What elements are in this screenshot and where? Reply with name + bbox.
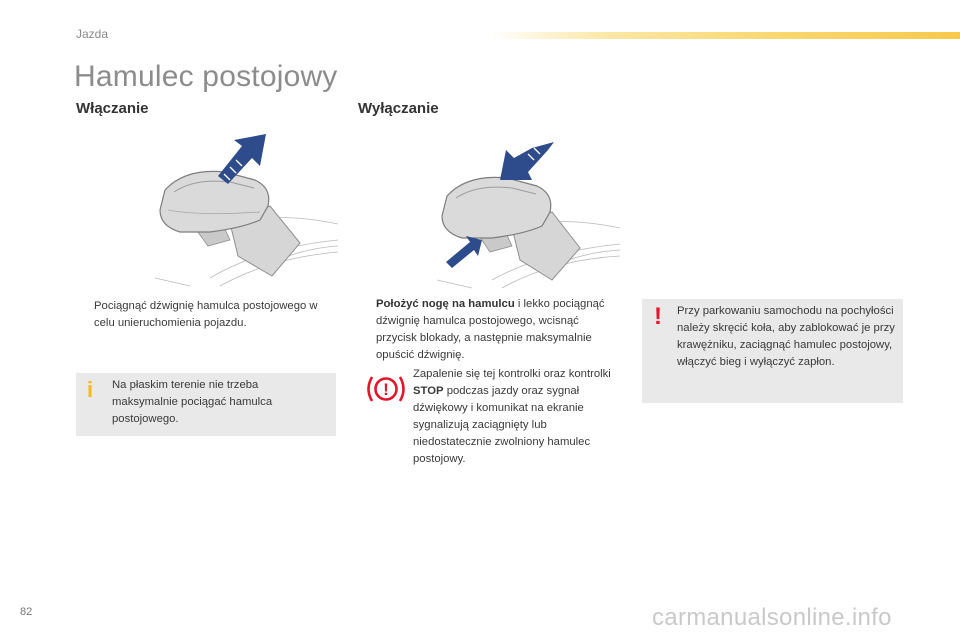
parking-warning-box — [642, 299, 903, 403]
page-number: 82 — [20, 606, 33, 618]
warning-stop: STOP — [413, 385, 444, 397]
engage-instruction-text: Pociągnąć dźwignię hamulca postojowego w celu unieruchomienia pojazdu. — [94, 300, 318, 329]
page-title: Hamulec postojowy — [74, 60, 338, 93]
brake-warning-lamp-icon — [364, 372, 408, 406]
warning-post: podczas jazdy oraz sygnał dźwiękowy i komunikat na ekranie sygnalizują zaciągnięty lub niedostatecznie zwolniony hamulec postojowy. — [413, 385, 591, 465]
brake-warning-text — [413, 366, 613, 468]
warning-pre: Zapalenie się tej kontrolki oraz kontrolki — [413, 368, 611, 380]
lever-release-illustration — [432, 140, 622, 290]
release-instruction-bold: Położyć nogę na hamulcu — [376, 298, 515, 310]
section-label: Jazda — [76, 27, 109, 41]
engage-instruction — [76, 298, 341, 332]
parking-warning-text: Przy parkowaniu samochodu na pochyłości należy skręcić koła, aby zablokować je przy krawężniku, zaciągnąć hamulec postojowy, włączyć bieg i wyłączyć zapłon. — [677, 305, 895, 368]
watermark: carmanualsonline.info — [652, 604, 892, 631]
info-icon: i — [87, 377, 94, 402]
release-instruction-text — [358, 296, 620, 364]
release-instruction-rest: i lekko pociągnąć dźwignię hamulca postojowego, wcisnąć przycisk blokady, a następnie maksymalnie opuścić dźwignię. — [376, 298, 605, 361]
release-heading: Wyłączanie — [358, 100, 439, 117]
engage-heading: Włączanie — [76, 100, 149, 117]
info-note-box — [76, 373, 336, 436]
lever-engage-illustration — [150, 128, 340, 290]
warning-icon: ! — [654, 303, 662, 330]
release-instruction — [358, 296, 620, 364]
header-accent-bar — [490, 32, 960, 39]
brake-lamp-symbol: ! — [383, 380, 389, 399]
info-note-text: Na płaskim terenie nie trzeba maksymalnie pociągać hamulca postojowego. — [112, 379, 273, 425]
